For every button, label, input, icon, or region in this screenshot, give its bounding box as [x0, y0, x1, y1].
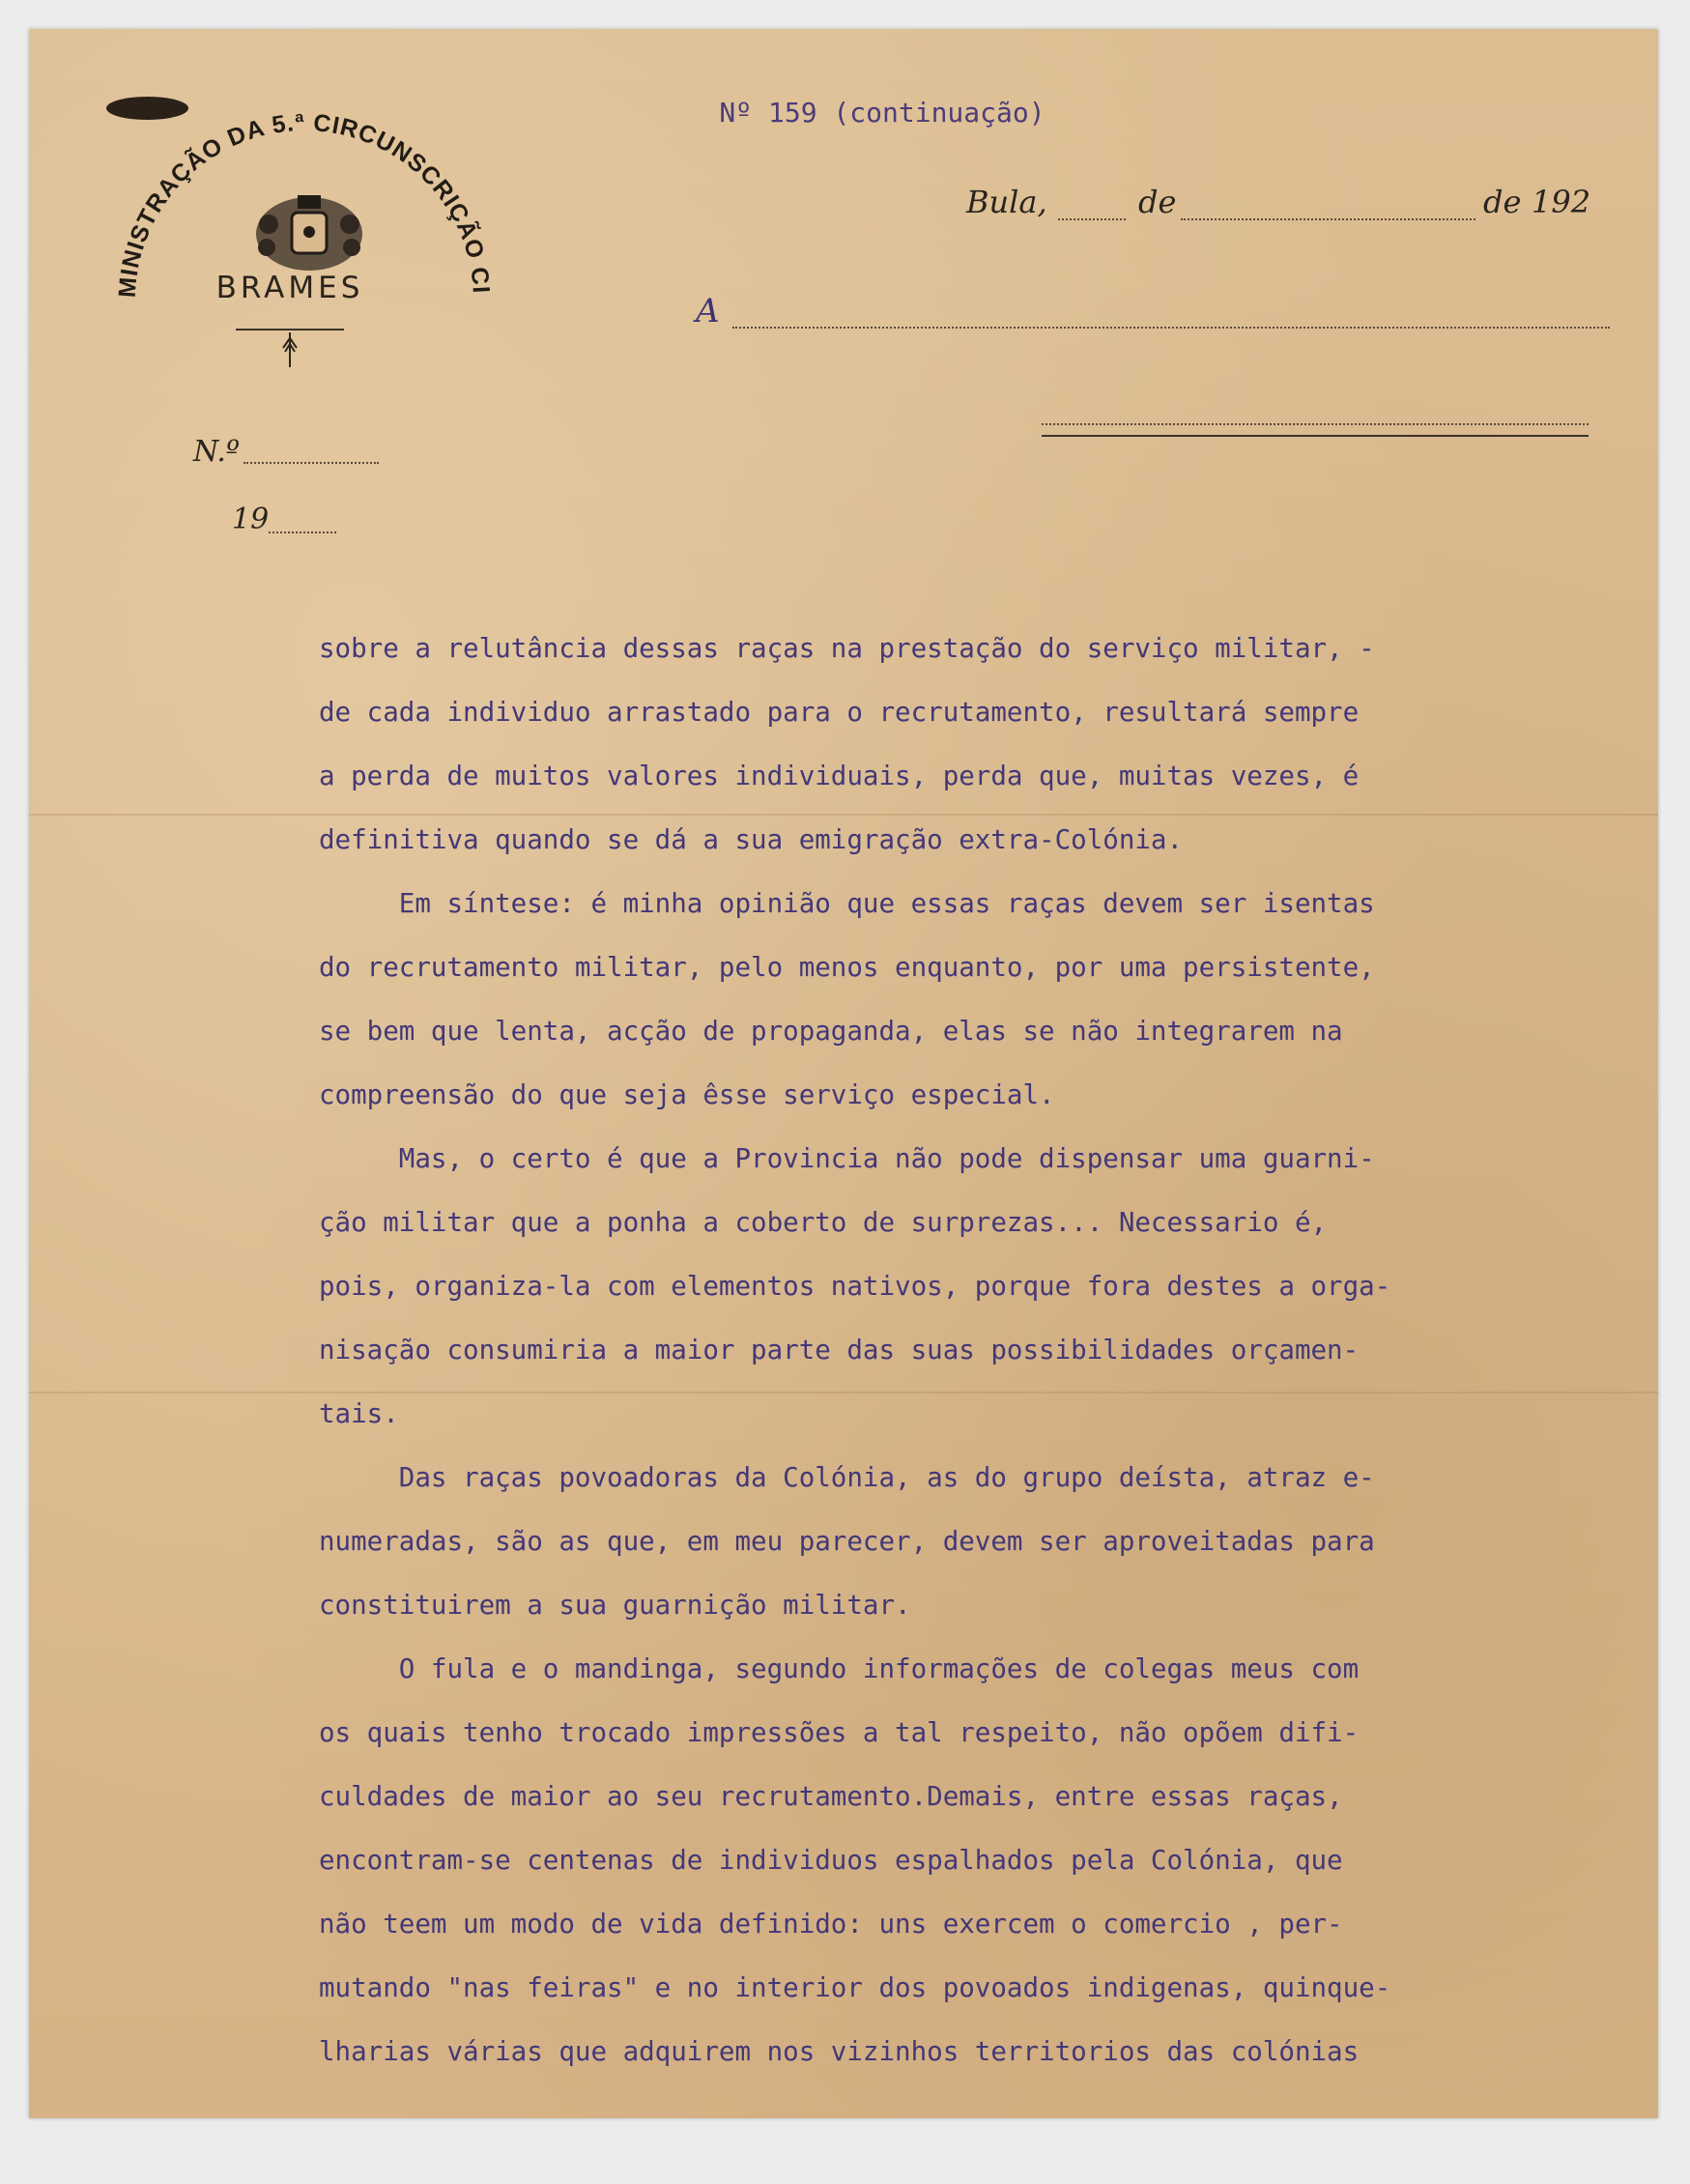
body-line: lharias várias que adquirem nos vizinhos territorios das colónias — [319, 2036, 1360, 2067]
body-line: os quais tenho trocado impressões a tal respeito, não opõem difi- — [319, 1717, 1360, 1748]
body-line: sobre a relutância dessas raças na prestação do serviço militar, - — [319, 633, 1375, 664]
body-line: pois, organiza-la com elementos nativos, porque fora destes a orga- — [319, 1271, 1391, 1302]
body-line: tais. — [319, 1398, 399, 1429]
body-line: do recrutamento militar, pelo menos enquanto, por uma persistente, — [319, 952, 1375, 983]
town-name: BRAMES — [215, 271, 364, 305]
body-line: ção militar que a ponha a coberto de surprezas... Necessario é, — [319, 1207, 1328, 1238]
body-line: culdades de maior ao seu recrutamento.Demais, entre essas raças, — [319, 1781, 1343, 1812]
body-line: se bem que lenta, acção de propaganda, elas se não integrarem na — [319, 1016, 1343, 1047]
number-label: N.º — [193, 435, 240, 469]
addressee-prefix: A — [696, 292, 720, 330]
document-number: Nº 159 (continuação) — [719, 97, 1046, 129]
body-line: Mas, o certo é que a Provincia não pode dispensar uma guarni- — [319, 1143, 1375, 1174]
place-name: Bula, — [966, 184, 1047, 220]
body-line: Das raças povoadoras da Colónia, as do grupo deísta, atraz e- — [319, 1462, 1375, 1493]
body-line: não teem um modo de vida definido: uns exercem o comercio , per- — [319, 1909, 1343, 1940]
addressee-underline — [1042, 435, 1589, 437]
body-line: encontram-se centenas de individuos espalhados pela Colónia, que — [319, 1845, 1343, 1876]
year-label: 19 — [232, 503, 270, 536]
date-year: 192 — [1532, 184, 1591, 220]
body-line: O fula e o mandinga, segundo informações de colegas meus com — [319, 1653, 1360, 1684]
addressee-line-2 — [1042, 423, 1589, 425]
body-line: mutando "nas feiras" e no interior dos povoados indigenas, quinque- — [319, 1972, 1391, 2003]
body-line: numeradas, são as que, em meu parecer, devem ser aproveitadas para — [319, 1526, 1375, 1557]
dotted-rule — [1181, 218, 1475, 220]
date-line — [966, 184, 1604, 226]
date-de: de — [1138, 184, 1177, 220]
dotted-rule — [1058, 218, 1126, 220]
body-line: Em síntese: é minha opinião que essas raças devem ser isentas — [319, 888, 1375, 919]
addressee-line — [732, 327, 1610, 329]
year-line — [269, 532, 336, 533]
body-line: definitiva quando se dá a sua emigração extra-Colónia. — [319, 824, 1184, 855]
letter-page — [29, 29, 1658, 2118]
body-line: compreensão do que seja êsse serviço especial. — [319, 1079, 1055, 1110]
administration-seal — [87, 87, 531, 406]
body-line: de cada individuo arrastado para o recrutamento, resultará sempre — [319, 697, 1360, 728]
body-line: a perda de muitos valores individuais, perda que, muitas vezes, é — [319, 761, 1360, 791]
letter-body — [319, 617, 1633, 2083]
coat-of-arms-icon — [256, 195, 362, 271]
body-line: constituirem a sua guarnição militar. — [319, 1590, 911, 1621]
date-de: de — [1483, 184, 1522, 220]
body-line: nisação consumiria a maior parte das suas possibilidades orçamen- — [319, 1335, 1360, 1365]
seal-text: MINISTRAÇÃO DA 5.ª CIRCUNSCRIÇÃO CI — [113, 108, 495, 299]
ornament-icon — [275, 330, 304, 369]
number-line — [243, 462, 379, 464]
